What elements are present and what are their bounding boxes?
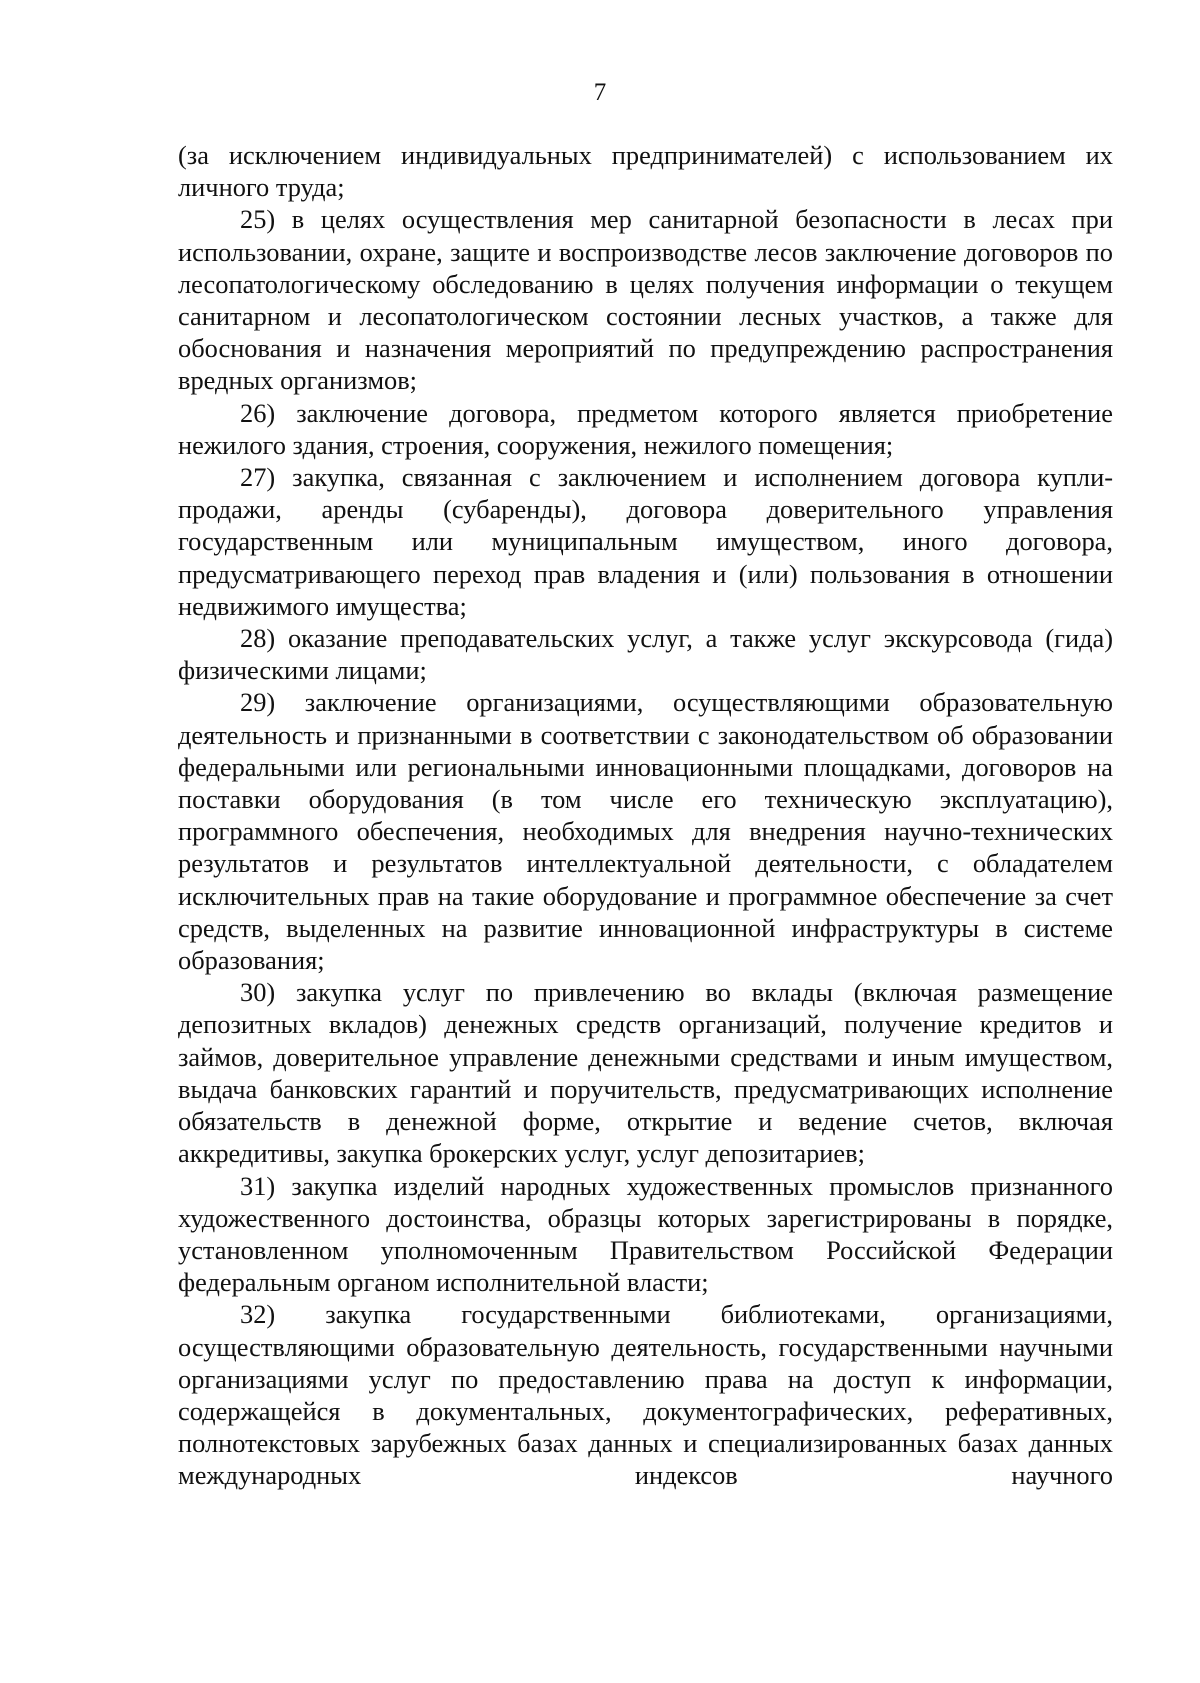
paragraph-item-26: 26) заключение договора, предметом которого является приобретение нежилого здания, строения, сооружения, нежилого помещения; [178,397,1113,460]
page-number: 7 [593,79,607,106]
paragraph-item-29: 29) заключение организациями, осуществляющими образовательную деятельность и признанными в соответствии с законодательством об образовании федеральными или региональными инновационными площадками, договоров на поставки оборудования (в том числе его техническую эксплуатацию), программного обеспечения, необходимых для внедрения научно-технических результатов и результатов интеллектуальной деятельности, с обладателем исключительных прав на такие оборудование и программное обеспечение за счет средств, выделенных на развитие инновационной инфраструктуры в системе образования; [178,687,1113,976]
paragraph-continuation: (за исключением индивидуальных предпринимателей) с использованием их личного труда; [178,140,1113,203]
paragraph-item-28: 28) оказание преподавательских услуг, а также услуг экскурсовода (гида) физическими лицами; [178,623,1113,686]
paragraph-item-27: 27) закупка, связанная с заключением и исполнением договора купли-продажи, аренды (субаренды), договора доверительного управления государственным или муниципальным имуществом, иного договора, предусматривающего переход прав владения и (или) пользования в отношении недвижимого имущества; [178,462,1113,621]
paragraph-item-31: 31) закупка изделий народных художественных промыслов признанного художественного достоинства, образцы которых зарегистрированы в порядке, установленном уполномоченным Правительством Российской Федерации федеральным органом исполнительной власти; [178,1170,1113,1298]
document-body [178,139,1113,1492]
paragraph-item-32: 32) закупка государственными библиотеками, организациями, осуществляющими образовательную деятельность, государственными научными организациями услуг по предоставлению права на доступ к информации, содержащейся в документальных, документографических, реферативных, полнотекстовых зарубежных базах данных и специализированных базах данных международных индексов научного [178,1299,1113,1491]
paragraph-item-25: 25) в целях осуществления мер санитарной безопасности в лесах при использовании, охране, защите и воспроизводстве лесов заключение договоров по лесопатологическому обследованию в целях получения информации о текущем санитарном и лесопатологическом состоянии лесных участков, а также для обоснования и назначения мероприятий по предупреждению распространения вредных организмов; [178,204,1113,396]
paragraph-item-30: 30) закупка услуг по привлечению во вклады (включая размещение депозитных вкладов) денежных средств организаций, получение кредитов и займов, доверительное управление денежными средствами и иным имуществом, выдача банковских гарантий и поручительств, предусматривающих исполнение обязательств в денежной форме, открытие и ведение счетов, включая аккредитивы, закупка брокерских услуг, услуг депозитариев; [178,977,1113,1169]
